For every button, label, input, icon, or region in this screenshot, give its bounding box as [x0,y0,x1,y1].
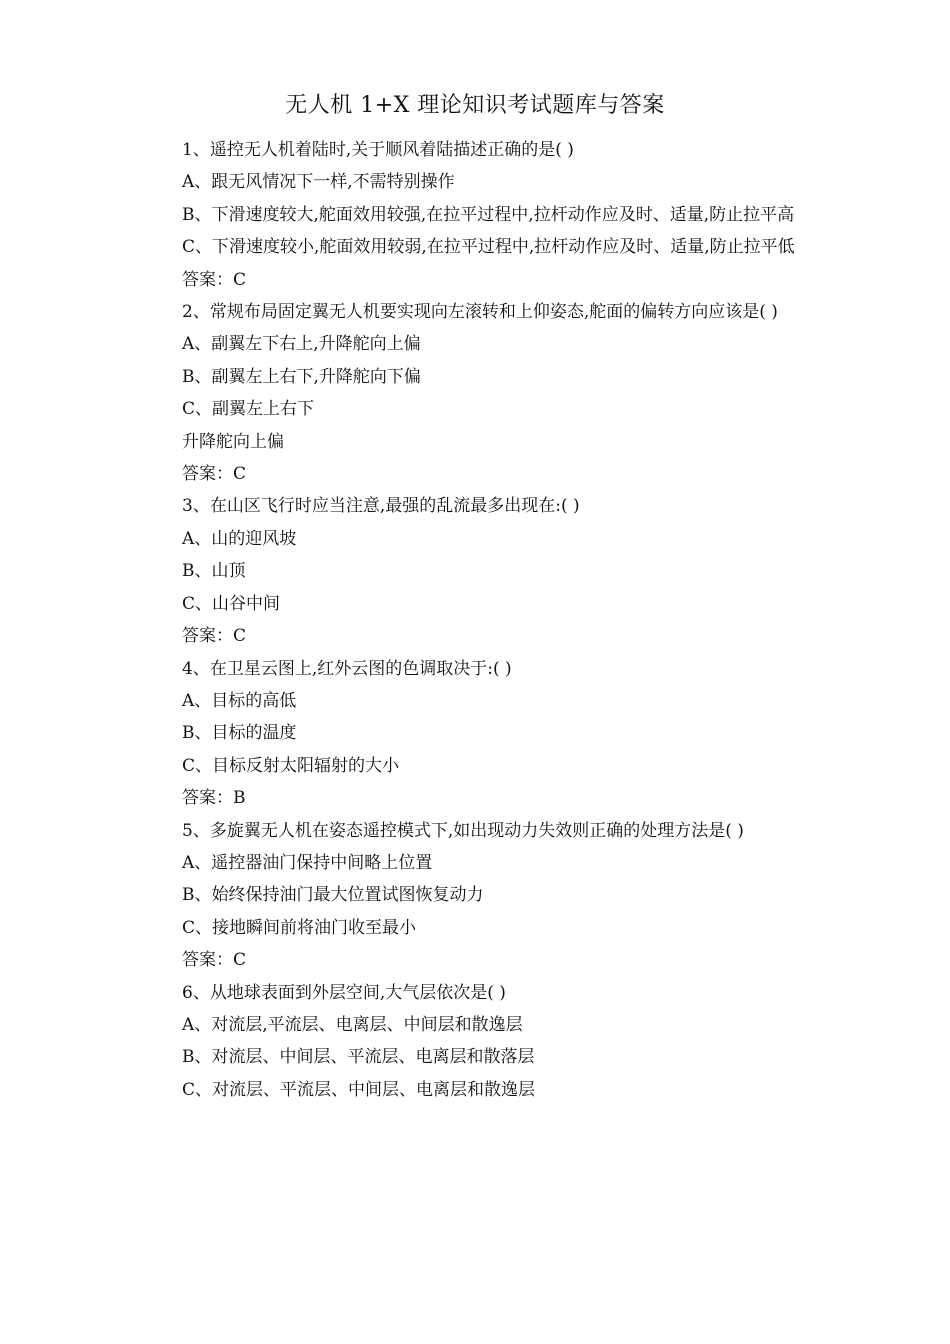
question-1-stem: 1、遥控无人机着陆时,关于顺风着陆描述正确的是( ) [182,140,574,160]
question-6-option-a: A、对流层,平流层、电离层、中间层和散逸层 [182,1014,523,1035]
question-5-stem: 5、多旋翼无人机在姿态遥控模式下,如出现动力失效则正确的处理方法是( ) [182,820,744,841]
question-1-answer: 答案：C [182,269,247,290]
question-2-option-c-continued: 升降舵向上偏 [182,431,284,452]
question-5-option-b: B、始终保持油门最大位置试图恢复动力 [182,885,484,906]
question-1-option-b: B、下滑速度较大,舵面效用较强,在拉平过程中,拉杆动作应及时、适量,防止拉平高 [182,204,795,225]
question-4-answer: 答案：B [182,788,246,809]
question-6-option-b: B、对流层、中间层、平流层、电离层和散落层 [182,1047,535,1068]
question-3-option-a: A、山的迎风坡 [182,528,297,549]
document-title: 无人机 1+X 理论知识考试题库与答案 [285,93,665,118]
question-2-option-a: A、副翼左下右上,升降舵向上偏 [182,334,421,355]
question-4-stem: 4、在卫星云图上,红外云图的色调取决于:( ) [182,658,512,679]
question-6-option-c: C、对流层、平流层、中间层、电离层和散逸层 [182,1079,536,1100]
document-body [145,134,810,1106]
question-4-option-a: A、目标的高低 [182,690,297,711]
question-4-option-c: C、目标反射太阳辐射的大小 [182,755,400,776]
question-5-option-a: A、遥控器油门保持中间略上位置 [182,852,433,873]
question-2-stem: 2、常规布局固定翼无人机要实现向左滚转和上仰姿态,舵面的偏转方向应该是( ) [182,302,778,323]
question-3-stem: 3、在山区飞行时应当注意,最强的乱流最多出现在:( ) [182,496,580,517]
question-2-option-c: C、副翼左上右下 [182,399,315,420]
question-3-option-c: C、山谷中间 [182,593,281,614]
question-4-option-b: B、目标的温度 [182,723,297,744]
question-5-answer: 答案：C [182,950,247,971]
question-2-option-b: B、副翼左上右下,升降舵向下偏 [182,366,421,387]
question-3-option-b: B、山顶 [182,561,246,582]
question-5-option-c: C、接地瞬间前将油门收至最小 [182,917,417,938]
question-1-option-c: C、下滑速度较小,舵面效用较弱,在拉平过程中,拉杆动作应及时、适量,防止拉平低 [182,237,795,258]
question-1-option-a: A、跟无风情况下一样,不需特别操作 [182,172,455,193]
question-2-answer: 答案：C [182,464,247,485]
question-3-answer: 答案：C [182,626,247,647]
question-6-stem: 6、从地球表面到外层空间,大气层依次是( ) [182,982,506,1003]
